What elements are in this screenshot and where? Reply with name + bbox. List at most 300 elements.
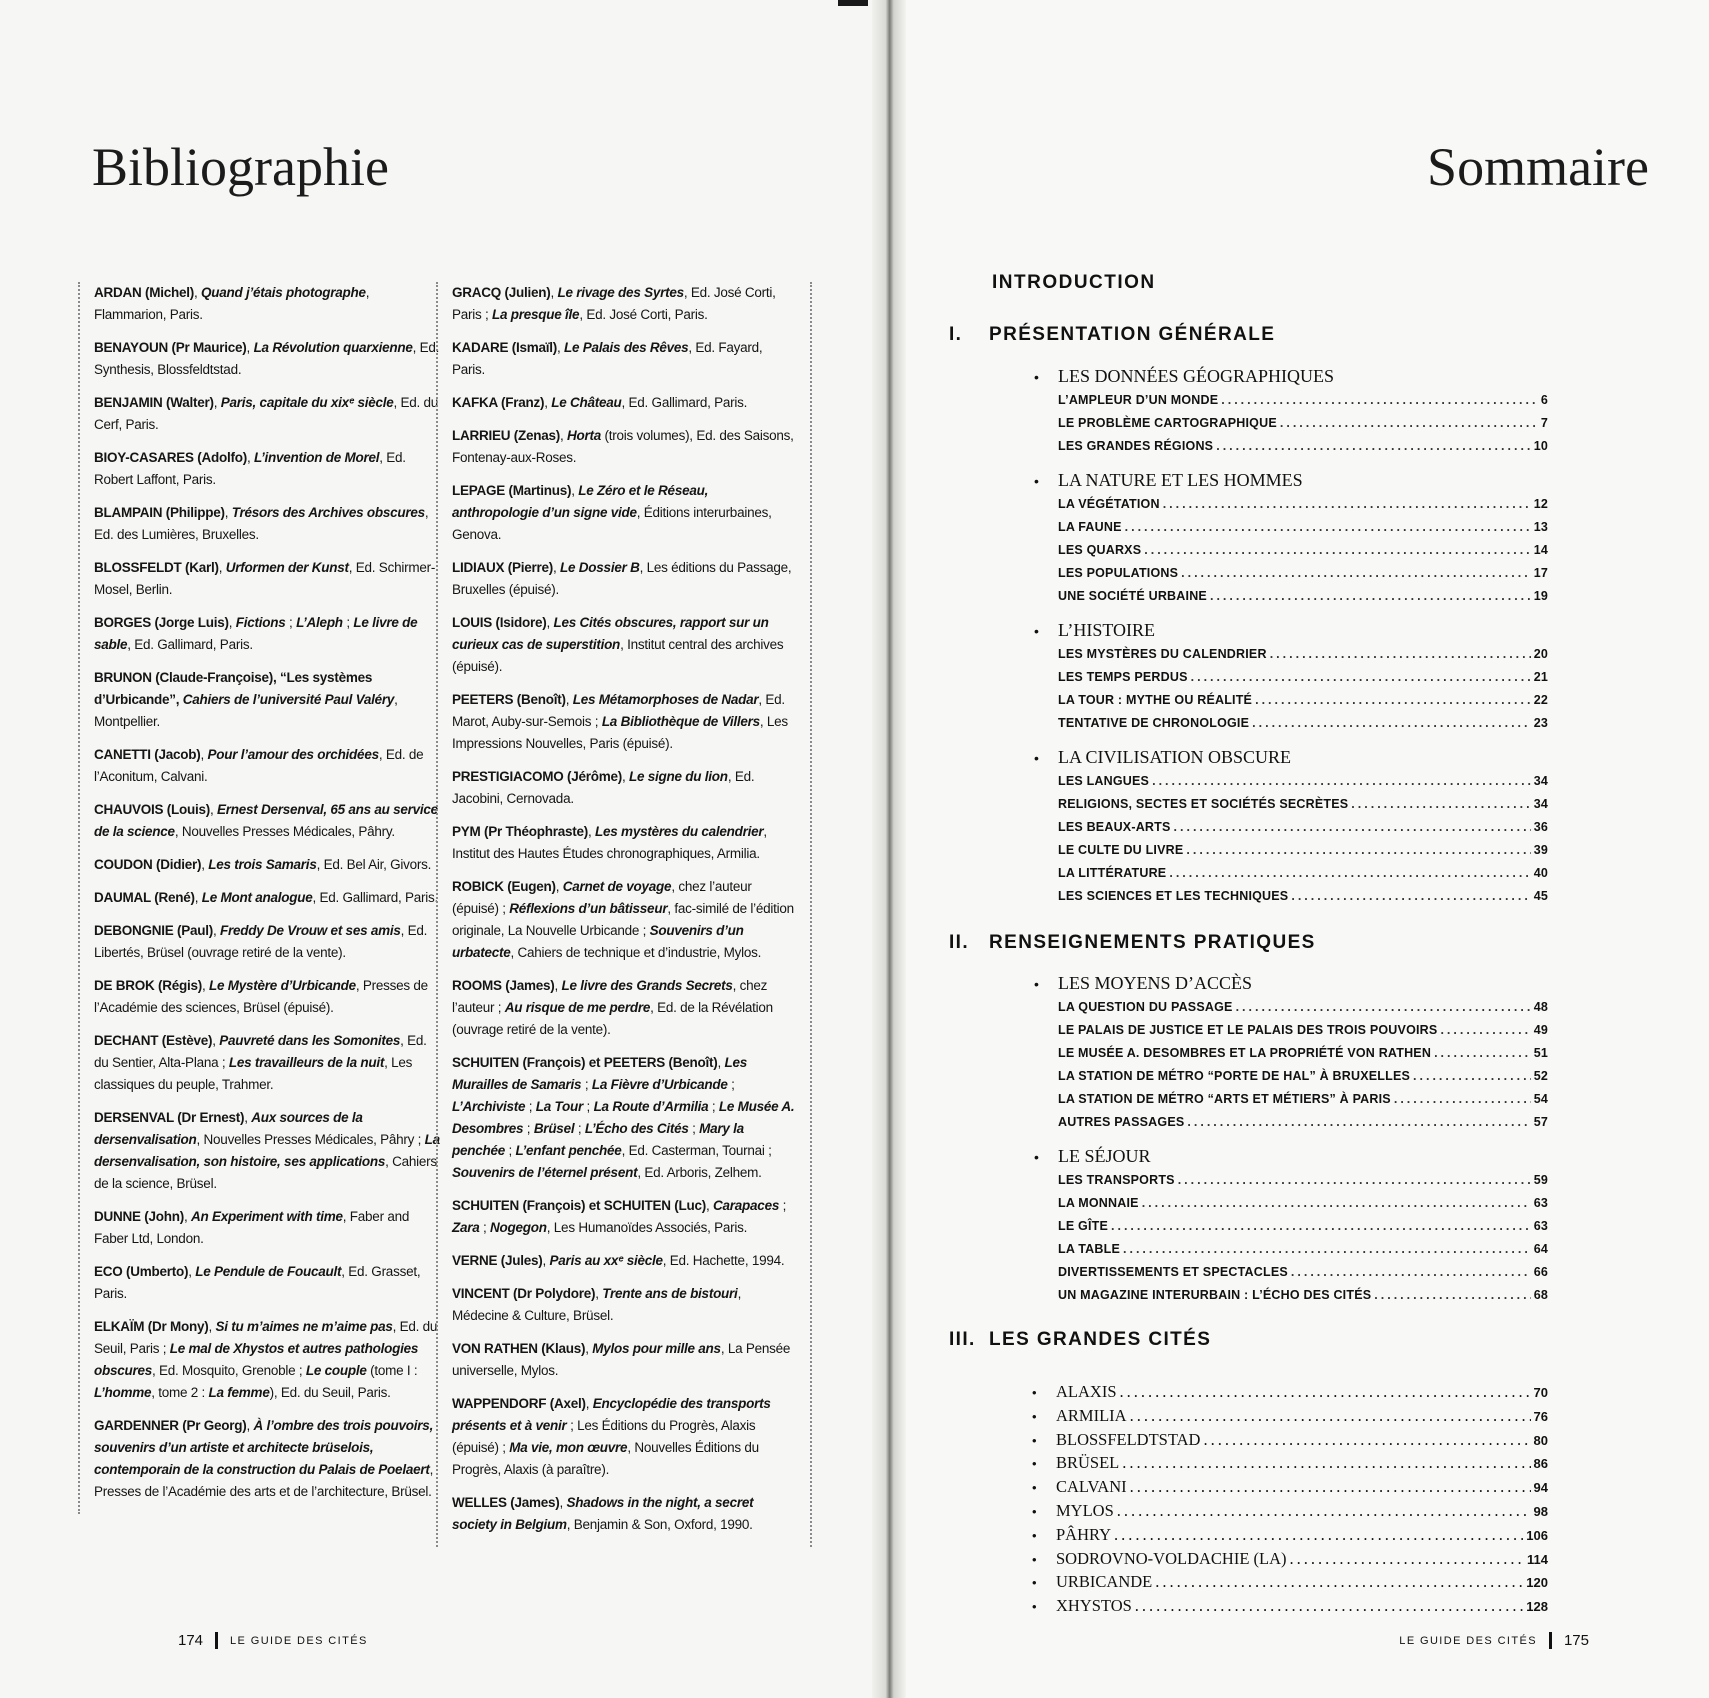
entry-publication: , Ed. Casterman, Tournai ; bbox=[621, 1143, 772, 1158]
bibliography-entry bbox=[452, 821, 796, 865]
bullet-icon: • bbox=[1034, 369, 1039, 385]
dot-leader bbox=[1374, 1284, 1530, 1307]
toc-entry-label: RELIGIONS, SECTES ET SOCIÉTÉS SECRÈTES bbox=[1058, 797, 1349, 811]
toc-entry bbox=[1058, 666, 1548, 689]
toc-entry-page: 20 bbox=[1533, 647, 1548, 661]
entry-publication: , bbox=[546, 615, 554, 630]
city-entry bbox=[1032, 1571, 1548, 1595]
bullet-icon: • bbox=[1032, 1456, 1037, 1472]
entry-author: LEPAGE (Martinus) bbox=[452, 483, 572, 498]
toc-entry-page: 12 bbox=[1533, 497, 1548, 511]
city-entry bbox=[1032, 1476, 1548, 1500]
toc-entry-label: LA LITTÉRATURE bbox=[1058, 866, 1167, 880]
entry-publication: , Ed. Gallimard, Paris. bbox=[127, 637, 253, 652]
toc-entry bbox=[1058, 1215, 1548, 1238]
bibliography-entry bbox=[452, 689, 796, 755]
entry-publication: , bbox=[184, 1209, 192, 1224]
toc-entry-page: 36 bbox=[1533, 820, 1548, 834]
bibliography-entry bbox=[94, 612, 440, 656]
entry-publication: , bbox=[246, 340, 254, 355]
dot-leader bbox=[1155, 1571, 1523, 1594]
entry-work-title: L’Archiviste bbox=[452, 1099, 526, 1114]
entry-work-title: Shadows in the night, a secret society in Belgium bbox=[452, 1495, 754, 1532]
bibliography-entry bbox=[452, 975, 796, 1041]
dot-leader bbox=[1210, 585, 1531, 608]
city-name: PÂHRY bbox=[1056, 1524, 1112, 1544]
entry-publication: , Ed. Gallimard, Paris. bbox=[312, 890, 439, 905]
bibliography-entry bbox=[94, 887, 440, 909]
entry-publication: , Ed. José Corti, Paris. bbox=[579, 307, 708, 322]
entry-publication: ; bbox=[583, 1099, 594, 1114]
toc-entry-label: LA VÉGÉTATION bbox=[1058, 497, 1160, 511]
section-title: LE SÉJOUR bbox=[1058, 1146, 1151, 1166]
entry-author: CHAUVOIS (Louis) bbox=[94, 802, 210, 817]
entry-work-title: Pauvreté dans les Somonites bbox=[219, 1033, 401, 1048]
entry-author: DEBONGNIE (Paul) bbox=[94, 923, 214, 938]
entry-publication: , Médecine & Culture, Brüsel. bbox=[452, 1286, 742, 1323]
entry-publication: , Benjamin & Son, Oxford, 1990. bbox=[566, 1517, 753, 1532]
bullet-icon: • bbox=[1034, 976, 1039, 992]
entry-publication: , Ed. Robert Laffont, Paris. bbox=[94, 450, 406, 487]
entry-author: BLAMPAIN (Philippe) bbox=[94, 505, 225, 520]
dot-leader bbox=[1123, 1238, 1531, 1261]
entry-publication: , Ed. du Cerf, Paris. bbox=[94, 395, 439, 432]
entry-author: LARRIEU (Zenas) bbox=[452, 428, 561, 443]
entry-publication: , bbox=[553, 560, 561, 575]
toc-entry bbox=[1058, 1284, 1548, 1307]
toc-entry-label: LE PALAIS DE JUSTICE ET LE PALAIS DES TROIS POUVOIRS bbox=[1058, 1023, 1438, 1037]
entry-work-title: Pour l’amour des orchidées bbox=[207, 747, 379, 762]
entry-author: GRACQ (Julien) bbox=[452, 285, 551, 300]
bibliography-entry bbox=[452, 766, 796, 810]
entry-publication: , Ed. José Corti, Paris ; bbox=[452, 285, 776, 322]
dot-leader bbox=[1178, 1169, 1531, 1192]
toc-entry-label: LES GRANDES RÉGIONS bbox=[1058, 439, 1214, 453]
dot-leader bbox=[1152, 770, 1531, 793]
running-head: LE GUIDE DES CITÉS bbox=[230, 1634, 368, 1647]
entry-publication: , Ed. Gallimard, Paris. bbox=[621, 395, 748, 410]
bibliography-entry bbox=[452, 1393, 796, 1481]
entry-author: SCHUITEN (François) et PEETERS (Benoît) bbox=[452, 1055, 718, 1070]
bibliography-entry bbox=[94, 1415, 440, 1503]
city-name: BRÜSEL bbox=[1056, 1453, 1120, 1473]
entry-publication: , Ed. de la Révélation (ouvrage retiré de la vente). bbox=[452, 1000, 773, 1037]
dot-leader bbox=[1394, 1088, 1531, 1111]
city-name: CALVANI bbox=[1056, 1477, 1127, 1497]
entry-work-title: La Tour bbox=[535, 1099, 584, 1114]
toc-entry-page: 34 bbox=[1533, 797, 1548, 811]
bibliography-entry bbox=[452, 1492, 796, 1536]
entry-work-title: Horta bbox=[567, 428, 602, 443]
entry-publication: , bbox=[542, 1253, 550, 1268]
toc-entry bbox=[1058, 1192, 1548, 1215]
toc-entry-page: 23 bbox=[1533, 716, 1548, 730]
toc-part-2 bbox=[949, 932, 1316, 954]
part-number: III. bbox=[949, 1329, 976, 1350]
entry-work-title: Le Mystère d’Urbicande bbox=[209, 978, 356, 993]
dot-leader bbox=[1130, 1405, 1531, 1428]
toc-entry-page: 10 bbox=[1533, 439, 1548, 453]
toc-entry bbox=[1058, 539, 1548, 562]
dot-leader bbox=[1290, 1548, 1524, 1571]
entry-work-title: La dersenvalisation, son histoire, ses applications bbox=[94, 1132, 440, 1169]
toc-entry-label: L’AMPLEUR D’UN MONDE bbox=[1058, 393, 1219, 407]
toc-entry bbox=[1058, 1042, 1548, 1065]
entry-work-title: Carapaces bbox=[713, 1198, 780, 1213]
toc-entry-label: LES TEMPS PERDUS bbox=[1058, 670, 1188, 684]
toc-entry-label: AUTRES PASSAGES bbox=[1058, 1115, 1185, 1129]
entry-author: DERSENVAL (Dr Ernest) bbox=[94, 1110, 245, 1125]
entry-work-title: Cahiers de l’université Paul Valéry bbox=[182, 692, 395, 707]
entry-work-title: Les trois Samaris bbox=[208, 857, 317, 872]
entry-author: BORGES (Jorge Luis) bbox=[94, 615, 229, 630]
entry-author: ECO (Umberto) bbox=[94, 1264, 189, 1279]
toc-entry-label: LE MUSÉE A. DESOMBRES ET LA PROPRIÉTÉ VON RATHEN bbox=[1058, 1046, 1432, 1060]
right-page bbox=[906, 0, 1709, 1698]
toc-entry-page: 63 bbox=[1533, 1219, 1548, 1233]
entry-work-title: Les Cités obscures, rapport sur un curieux cas de superstition bbox=[452, 615, 769, 652]
section-heading bbox=[1034, 971, 1548, 996]
bibliography-entry bbox=[452, 557, 796, 601]
entry-work-title: L’enfant penchée bbox=[515, 1143, 622, 1158]
part-title: PRÉSENTATION GÉNÉRALE bbox=[989, 324, 1276, 345]
entry-author: ARDAN (Michel) bbox=[94, 285, 194, 300]
entry-author: DECHANT (Estève) bbox=[94, 1033, 213, 1048]
entry-author: DAUMAL (René) bbox=[94, 890, 195, 905]
toc-entry-label: LA STATION DE MÉTRO “ARTS ET MÉTIERS” À PARIS bbox=[1058, 1092, 1391, 1106]
toc-entry-page: 22 bbox=[1533, 693, 1548, 707]
city-page: 114 bbox=[1527, 1551, 1548, 1567]
toc-section-4 bbox=[1034, 745, 1548, 908]
dot-leader bbox=[1181, 562, 1531, 585]
toc-entry-label: LA TABLE bbox=[1058, 1242, 1121, 1256]
toc-part-1 bbox=[949, 324, 1275, 346]
bibliography-entry bbox=[94, 1261, 440, 1305]
city-page: 80 bbox=[1533, 1432, 1548, 1448]
entry-publication: , Institut des Hautes Études chronographiques, Armilia. bbox=[452, 824, 767, 861]
entry-author: BRUNON (Claude-Françoise) bbox=[94, 670, 274, 685]
entry-publication: , Nouvelles Éditions du Progrès, Alaxis (à paraître). bbox=[452, 1440, 759, 1477]
city-page: 120 bbox=[1526, 1575, 1548, 1591]
entry-publication: , bbox=[554, 978, 562, 993]
dot-leader bbox=[1221, 389, 1538, 412]
entry-work-title: Freddy De Vrouw et ses amis bbox=[220, 923, 401, 938]
entry-publication: , bbox=[246, 1418, 254, 1433]
toc-entry-label: LA FAUNE bbox=[1058, 520, 1122, 534]
entry-publication: , Les Impressions Nouvelles, Paris (épuisé). bbox=[452, 714, 788, 751]
bibliography-entry bbox=[94, 392, 440, 436]
bibliography-entry bbox=[94, 975, 440, 1019]
toc-section-3 bbox=[1034, 618, 1548, 735]
entry-work-title: Souvenirs de l’éternel présent bbox=[452, 1165, 638, 1180]
toc-entry bbox=[1058, 996, 1548, 1019]
toc-entry bbox=[1058, 712, 1548, 735]
entry-publication: , Ed. de l’Aconitum, Calvani. bbox=[94, 747, 424, 784]
toc-entry-page: 21 bbox=[1533, 670, 1548, 684]
entry-publication: , bbox=[571, 483, 579, 498]
entry-work-title: La Fièvre d’Urbicande bbox=[591, 1077, 728, 1092]
city-entry bbox=[1032, 1405, 1548, 1429]
entry-work-title: La femme bbox=[208, 1385, 270, 1400]
entry-author: WELLES (James) bbox=[452, 1495, 560, 1510]
bibliography-column-2 bbox=[436, 282, 812, 1547]
entry-publication: ; bbox=[479, 1220, 491, 1235]
entry-work-title: Carnet de voyage bbox=[562, 879, 672, 894]
entry-author: ELKAÏM (Dr Mony) bbox=[94, 1319, 209, 1334]
entry-work-title: À l’ombre des trois pouvoirs, souvenirs d’un artiste et architecte brüselois, contemporain de la construction du Palais de Poelaert bbox=[94, 1418, 434, 1477]
entry-work-title: Le Mont analogue bbox=[201, 890, 313, 905]
toc-entry bbox=[1058, 1088, 1548, 1111]
entry-work-title: Ernest Dersenval, 65 ans au service de la science bbox=[94, 802, 438, 839]
bibliography-entry bbox=[94, 667, 440, 733]
entry-publication: , fac-similé de l’édition originale, La Nouvelle Urbicande ; bbox=[452, 901, 794, 938]
entry-publication: , Presses de l’Académie des sciences, Brüsel (épuisé). bbox=[94, 978, 428, 1015]
entry-work-title: L’invention de Morel bbox=[254, 450, 380, 465]
section-heading bbox=[1034, 745, 1548, 770]
entry-publication: , Ed. Marot, Auby-sur-Semois ; bbox=[452, 692, 785, 729]
entry-work-title: Les Murailles de Samaris bbox=[452, 1055, 748, 1092]
entry-work-title: Souvenirs d’un urbatecte bbox=[452, 923, 744, 960]
bibliography-entry bbox=[94, 854, 440, 876]
entry-publication: , bbox=[544, 395, 552, 410]
toc-entry bbox=[1058, 1238, 1548, 1261]
entry-publication: ; bbox=[581, 1077, 592, 1092]
entry-work-title: La Route d’Armilia bbox=[593, 1099, 709, 1114]
entry-author: LOUIS (Isidore) bbox=[452, 615, 547, 630]
toc-entry-page: 48 bbox=[1533, 1000, 1548, 1014]
dot-leader bbox=[1174, 816, 1531, 839]
entry-work-title: Nogegon bbox=[490, 1220, 547, 1235]
toc-section-1 bbox=[1034, 364, 1548, 458]
entry-work-title: Zara bbox=[452, 1220, 480, 1235]
entry-work-title: Brüsel bbox=[533, 1121, 575, 1136]
toc-entry-page: 14 bbox=[1533, 543, 1548, 557]
city-entry bbox=[1032, 1452, 1548, 1476]
toc-entry-page: 59 bbox=[1533, 1173, 1548, 1187]
entry-author: KADARE (Ismaïl) bbox=[452, 340, 558, 355]
entry-work-title: Paris, capitale du xixᵉ siècle bbox=[220, 395, 394, 410]
toc-entry-page: 19 bbox=[1533, 589, 1548, 603]
bibliography-entry bbox=[452, 282, 796, 326]
toc-entry bbox=[1058, 643, 1548, 666]
entry-work-title: Réflexions d’un bâtisseur bbox=[509, 901, 668, 916]
dot-leader bbox=[1187, 1111, 1530, 1134]
toc-entry bbox=[1058, 412, 1548, 435]
entry-publication: , tome 2 : bbox=[151, 1385, 209, 1400]
entry-publication: , Faber and Faber Ltd, London. bbox=[94, 1209, 410, 1246]
bibliography-entry bbox=[452, 1283, 796, 1327]
dot-leader bbox=[1434, 1042, 1531, 1065]
entry-work-title: Mary la penchée bbox=[452, 1121, 744, 1158]
city-entry bbox=[1032, 1381, 1548, 1405]
entry-author: PEETERS (Benoît) bbox=[452, 692, 566, 707]
entry-work-title: Le mal de Xhystos et autres pathologies obscures bbox=[94, 1341, 419, 1378]
city-entry bbox=[1032, 1500, 1548, 1524]
toc-entry-label: LE PROBLÈME CARTOGRAPHIQUE bbox=[1058, 416, 1277, 430]
dot-leader bbox=[1169, 862, 1530, 885]
toc-entry-label: LES SCIENCES ET LES TECHNIQUES bbox=[1058, 889, 1289, 903]
part-number: II. bbox=[949, 932, 970, 953]
entry-publication: , bbox=[213, 395, 221, 410]
entry-work-title: L’Écho des Cités bbox=[584, 1121, 689, 1136]
footer-divider bbox=[1549, 1632, 1552, 1649]
entry-work-title: Fictions bbox=[235, 615, 286, 630]
bibliography-entry bbox=[452, 1052, 796, 1184]
entry-publication: , Ed. Synthesis, Blossfeldtstad. bbox=[94, 340, 440, 377]
entry-author: KAFKA (Franz) bbox=[452, 395, 545, 410]
toc-entry-label: LES MYSTÈRES DU CALENDRIER bbox=[1058, 647, 1267, 661]
entry-author: ROBICK (Eugen) bbox=[452, 879, 556, 894]
book-gutter bbox=[872, 0, 906, 1698]
entry-publication: ; bbox=[285, 615, 297, 630]
toc-entry-page: 13 bbox=[1533, 520, 1548, 534]
entry-publication: , bbox=[550, 285, 558, 300]
toc-entry-label: TENTATIVE DE CHRONOLOGIE bbox=[1058, 716, 1250, 730]
toc-entry-page: 57 bbox=[1533, 1115, 1548, 1129]
entry-work-title: Le livre des Grands Secrets bbox=[561, 978, 733, 993]
entry-work-title: Trésors des Archives obscures bbox=[231, 505, 425, 520]
entry-publication: , chez l’auteur ; bbox=[452, 978, 768, 1015]
section-heading bbox=[1034, 618, 1548, 643]
entry-work-title: Les mystères du calendrier bbox=[595, 824, 764, 839]
dot-leader bbox=[1413, 1065, 1531, 1088]
bullet-icon: • bbox=[1034, 473, 1039, 489]
entry-author: , “Les systèmes d’Urbicande”, bbox=[94, 670, 373, 707]
part-title: LES GRANDES CITÉS bbox=[989, 1329, 1212, 1350]
entry-publication: , bbox=[228, 615, 236, 630]
toc-entry bbox=[1058, 1019, 1548, 1042]
bibliography-entry bbox=[94, 282, 440, 326]
toc-entry bbox=[1058, 1261, 1548, 1284]
toc-section-5 bbox=[1034, 971, 1548, 1134]
toc-entry-page: 39 bbox=[1533, 843, 1548, 857]
bibliography-entry bbox=[94, 502, 440, 546]
footer-divider bbox=[215, 1632, 218, 1649]
entry-publication: , Ed. Hachette, 1994. bbox=[662, 1253, 785, 1268]
toc-entry-page: 45 bbox=[1533, 889, 1548, 903]
entry-publication: , Nouvelles Presses Médicales, Pâhry. bbox=[174, 824, 395, 839]
page-number: 175 bbox=[1563, 1632, 1589, 1649]
toc-entry bbox=[1058, 389, 1548, 412]
toc-entry-page: 64 bbox=[1533, 1242, 1548, 1256]
dot-leader bbox=[1135, 1595, 1524, 1618]
entry-work-title: L’homme bbox=[94, 1385, 152, 1400]
toc-entry-label: LA TOUR : MYTHE OU RÉALITÉ bbox=[1058, 693, 1253, 707]
entry-author: BENAYOUN (Pr Maurice) bbox=[94, 340, 247, 355]
entry-publication: , bbox=[244, 1110, 252, 1125]
entry-work-title: Trente ans de bistouri bbox=[602, 1286, 738, 1301]
entry-publication: , Ed. du Seuil, Paris ; bbox=[94, 1319, 438, 1356]
toc-entry-label: LA QUESTION DU PASSAGE bbox=[1058, 1000, 1233, 1014]
bibliography-entry bbox=[452, 337, 796, 381]
bibliography-column-1 bbox=[78, 282, 440, 1514]
city-name: SODROVNO-VOLDACHIE (LA) bbox=[1056, 1548, 1287, 1568]
entry-author: ROOMS (James) bbox=[452, 978, 555, 993]
city-name: BLOSSFELDTSTAD bbox=[1056, 1429, 1201, 1449]
city-page: 128 bbox=[1526, 1599, 1548, 1615]
entry-publication: , bbox=[585, 1396, 593, 1411]
entry-publication: , bbox=[622, 769, 630, 784]
entry-publication: ; bbox=[525, 1099, 536, 1114]
part-title: RENSEIGNEMENTS PRATIQUES bbox=[989, 932, 1316, 953]
dot-leader bbox=[1280, 412, 1538, 435]
entry-work-title: Quand j’étais photographe bbox=[201, 285, 366, 300]
entry-publication: , bbox=[188, 1264, 196, 1279]
bibliography-title: Bibliographie bbox=[92, 137, 389, 198]
toc-entry-label: LA MONNAIE bbox=[1058, 1196, 1139, 1210]
entry-author: DE BROK (Régis) bbox=[94, 978, 203, 993]
toc-entry bbox=[1058, 689, 1548, 712]
toc-introduction: INTRODUCTION bbox=[992, 272, 1156, 293]
dot-leader bbox=[1351, 793, 1530, 816]
entry-publication: , bbox=[213, 923, 221, 938]
toc-entry bbox=[1058, 1111, 1548, 1134]
toc-entry-page: 52 bbox=[1533, 1069, 1548, 1083]
section-heading bbox=[1034, 364, 1548, 389]
city-entry bbox=[1032, 1595, 1548, 1619]
entry-publication: ; bbox=[574, 1121, 585, 1136]
page-number: 174 bbox=[178, 1632, 204, 1649]
entry-publication: ; bbox=[688, 1121, 700, 1136]
bullet-icon: • bbox=[1032, 1551, 1037, 1567]
toc-entry bbox=[1058, 493, 1548, 516]
entry-publication: , Flammarion, Paris. bbox=[94, 285, 370, 322]
entry-work-title: Au risque de me perdre bbox=[504, 1000, 651, 1015]
entry-publication: ; bbox=[505, 1143, 516, 1158]
toc-entry bbox=[1058, 562, 1548, 585]
toc-entry-page: 40 bbox=[1533, 866, 1548, 880]
dot-leader bbox=[1255, 689, 1531, 712]
bibliography-entry bbox=[452, 425, 796, 469]
entry-work-title: Le couple bbox=[305, 1363, 367, 1378]
entry-author: VINCENT (Dr Polydore) bbox=[452, 1286, 596, 1301]
entry-publication: , bbox=[201, 857, 209, 872]
bullet-icon: • bbox=[1032, 1527, 1037, 1543]
entry-work-title: Les travailleurs de la nuit bbox=[228, 1055, 385, 1070]
bibliography-entry bbox=[94, 557, 440, 601]
bibliography-entry bbox=[452, 1250, 796, 1272]
dot-leader bbox=[1216, 435, 1530, 458]
city-page: 76 bbox=[1533, 1408, 1548, 1424]
bullet-icon: • bbox=[1032, 1432, 1037, 1448]
toc-entry-label: LES BEAUX-ARTS bbox=[1058, 820, 1171, 834]
entry-publication: , bbox=[218, 560, 226, 575]
left-footer bbox=[178, 1632, 368, 1649]
entry-work-title: Si tu m’aimes ne m’aime pas bbox=[215, 1319, 393, 1334]
entry-publication: ; bbox=[523, 1121, 534, 1136]
dot-leader bbox=[1111, 1215, 1531, 1238]
entry-work-title: Le livre de sable bbox=[94, 615, 418, 652]
entry-work-title: La Révolution quarxienne bbox=[253, 340, 413, 355]
toc-entry-page: 49 bbox=[1533, 1023, 1548, 1037]
toc-entry bbox=[1058, 585, 1548, 608]
section-heading bbox=[1034, 468, 1548, 493]
entry-work-title: Le Pendule de Foucault bbox=[195, 1264, 342, 1279]
bullet-icon: • bbox=[1034, 750, 1039, 766]
entry-author: GARDENNER (Pr Georg) bbox=[94, 1418, 247, 1433]
entry-publication: , Presses de l’Académie des arts et de l’architecture, Brüsel. bbox=[94, 1462, 434, 1499]
dot-leader bbox=[1163, 493, 1531, 516]
city-page: 98 bbox=[1533, 1503, 1548, 1519]
entry-author: VON RATHEN (Klaus) bbox=[452, 1341, 586, 1356]
dot-leader bbox=[1122, 1452, 1530, 1475]
city-name: ALAXIS bbox=[1056, 1382, 1117, 1401]
entry-work-title: Paris au xxᵉ siècle bbox=[549, 1253, 663, 1268]
running-head: LE GUIDE DES CITÉS bbox=[1399, 1634, 1537, 1647]
entry-publication: , Ed. Fayard, Paris. bbox=[452, 340, 763, 377]
bibliography-entry bbox=[452, 480, 796, 546]
entry-author: LIDIAUX (Pierre) bbox=[452, 560, 554, 575]
